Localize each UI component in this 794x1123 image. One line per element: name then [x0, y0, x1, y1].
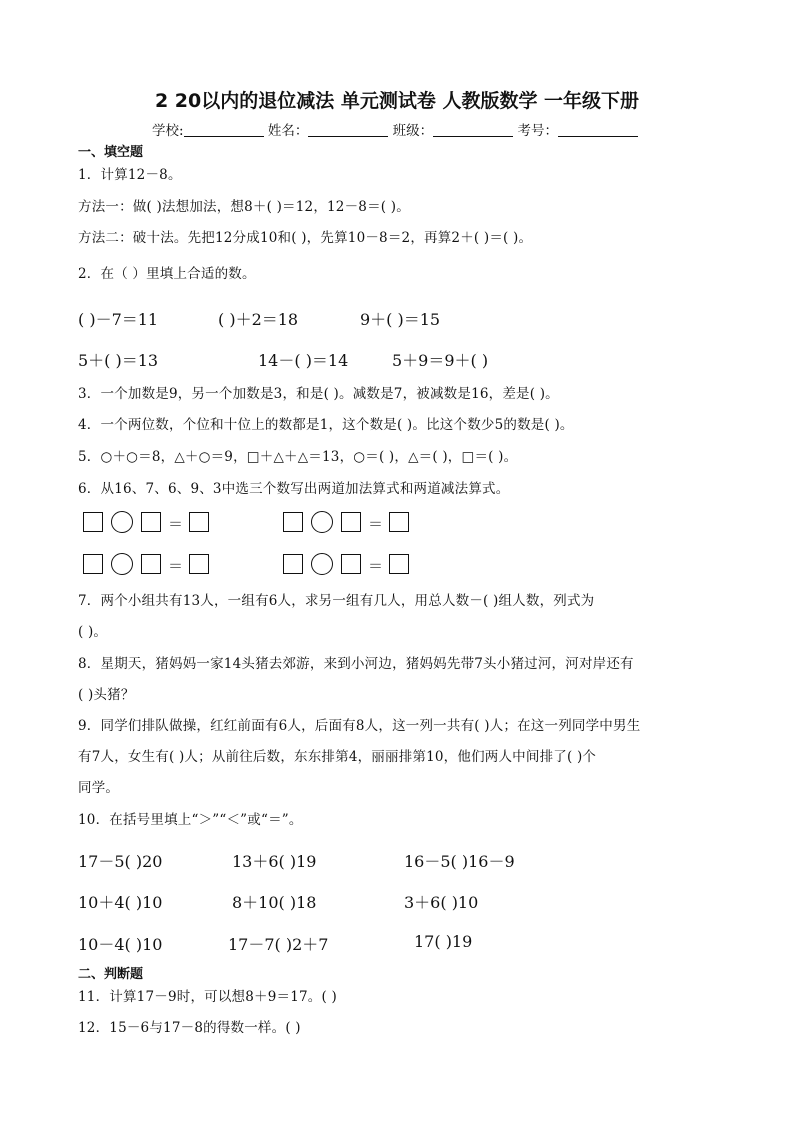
student-info-line: [152, 119, 638, 139]
section-fill-blank-heading: 一、填空题: [78, 145, 144, 160]
question-4: 4．一个两位数，个位和十位上的数都是1，这个数是( )。比这个数少5的数是( )。: [78, 417, 574, 433]
question-2-item-e: 14－( )＝14: [258, 351, 349, 370]
question-2-item-c: 9＋( )＝15: [360, 310, 441, 329]
question-12: 12．15－6与17－8的得数一样。( ): [78, 1020, 301, 1036]
question-7-line-1: 7．两个小组共有13人，一组有6人，求另一组有几人，用总人数－( )组人数，列式为: [78, 593, 595, 609]
question-6-stem: 6．从16、7、6、9、3中选三个数写出两道加法算式和两道减法算式。: [78, 481, 510, 497]
number-box[interactable]: [389, 512, 409, 532]
operator-circle[interactable]: [111, 511, 133, 533]
question-7-line-2: ( )。: [78, 624, 108, 640]
operator-circle[interactable]: [311, 511, 333, 533]
question-9-line-1: 9．同学们排队做操，红红前面有6人，后面有8人，这一列一共有( )人；在这一列同学中男生: [78, 718, 641, 734]
compare-item: 10＋4( )10: [78, 893, 163, 912]
question-8-line-2: ( )头猪？: [78, 687, 135, 703]
number-box[interactable]: [141, 554, 161, 574]
question-2-item-a: ( )－7＝11: [78, 310, 159, 329]
equation-template-2: [283, 512, 413, 538]
school-field[interactable]: [184, 122, 264, 137]
question-2-item-f: 5＋9＝9＋( ): [392, 351, 489, 370]
question-9-line-2: 有7人，女生有( )人；从前往后数，东东排第4，丽丽排第10，他们两人中间排了( )个: [78, 749, 597, 765]
question-9-line-3: 同学。: [78, 780, 120, 796]
question-2-row-2: [0, 348, 794, 370]
equals-sign: ＝: [368, 515, 384, 533]
compare-item: 17－5( )20: [78, 852, 163, 871]
question-11: 11．计算17－9时，可以想8＋9＝17。( ): [78, 989, 337, 1005]
name-label: 姓名：: [267, 123, 309, 139]
page-title: 2 20以内的退位减法 单元测试卷 人教版数学 一年级下册: [154, 90, 640, 112]
question-1-stem: 1．计算12－8。: [78, 167, 182, 183]
number-box[interactable]: [83, 512, 103, 532]
number-box[interactable]: [341, 554, 361, 574]
question-2-stem: 2．在（ ）里填上合适的数。: [78, 266, 256, 282]
number-box[interactable]: [283, 512, 303, 532]
number-box[interactable]: [341, 512, 361, 532]
question-8-line-1: 8．星期天，猪妈妈一家14头猪去郊游，来到小河边，猪妈妈先带7头小猪过河，河对岸还有: [78, 656, 634, 672]
number-box[interactable]: [83, 554, 103, 574]
equals-sign: ＝: [168, 557, 184, 575]
equation-template-3: [83, 554, 213, 580]
number-box[interactable]: [189, 512, 209, 532]
question-10-row-1: [0, 849, 794, 871]
equals-sign: ＝: [168, 515, 184, 533]
equals-sign: ＝: [368, 557, 384, 575]
compare-item: 8＋10( )18: [232, 893, 317, 912]
number-box[interactable]: [283, 554, 303, 574]
compare-item: 17( )19: [414, 932, 473, 951]
question-1-method-1: 方法一：做( )法想加法，想8＋( )＝12，12－8＝( )。: [78, 199, 410, 215]
question-2-row-1: [0, 307, 794, 329]
name-field[interactable]: [308, 122, 388, 137]
question-5: 5．○＋○＝8，△＋○＝9，□＋△＋△＝13，○＝( )，△＝( )，□＝( )。: [78, 449, 518, 465]
question-1-method-2: 方法二：破十法。先把12分成10和( )，先算10－8＝2，再算2＋( )＝( )。: [78, 230, 533, 246]
class-label: 班级：: [392, 123, 434, 139]
compare-item: 10－4( )10: [78, 935, 163, 954]
question-10-stem: 10．在括号里填上“＞”“＜”或“＝”。: [78, 812, 303, 828]
equation-template-4: [283, 554, 413, 580]
operator-circle[interactable]: [111, 553, 133, 575]
compare-item: 13＋6( )19: [232, 852, 317, 871]
school-label: 学校:: [152, 123, 184, 139]
equation-template-1: [83, 512, 213, 538]
exam-number-label: 考号：: [517, 123, 558, 139]
question-10-row-2: [0, 890, 794, 912]
question-2-item-b: ( )＋2＝18: [218, 310, 299, 329]
operator-circle[interactable]: [311, 553, 333, 575]
number-box[interactable]: [141, 512, 161, 532]
number-box[interactable]: [189, 554, 209, 574]
compare-item: 16－5( )16－9: [404, 852, 515, 871]
exam-number-field[interactable]: [558, 122, 638, 137]
number-box[interactable]: [389, 554, 409, 574]
section-true-false-heading: 二、判断题: [78, 967, 144, 982]
compare-item: 3＋6( )10: [404, 893, 479, 912]
question-3: 3．一个加数是9，另一个加数是3，和是( )。减数是7，被减数是16，差是( )。: [78, 386, 559, 402]
class-field[interactable]: [433, 122, 513, 137]
question-2-item-d: 5＋( )＝13: [78, 351, 159, 370]
compare-item: 17－7( )2＋7: [228, 935, 329, 954]
question-10-row-3: [0, 932, 794, 954]
